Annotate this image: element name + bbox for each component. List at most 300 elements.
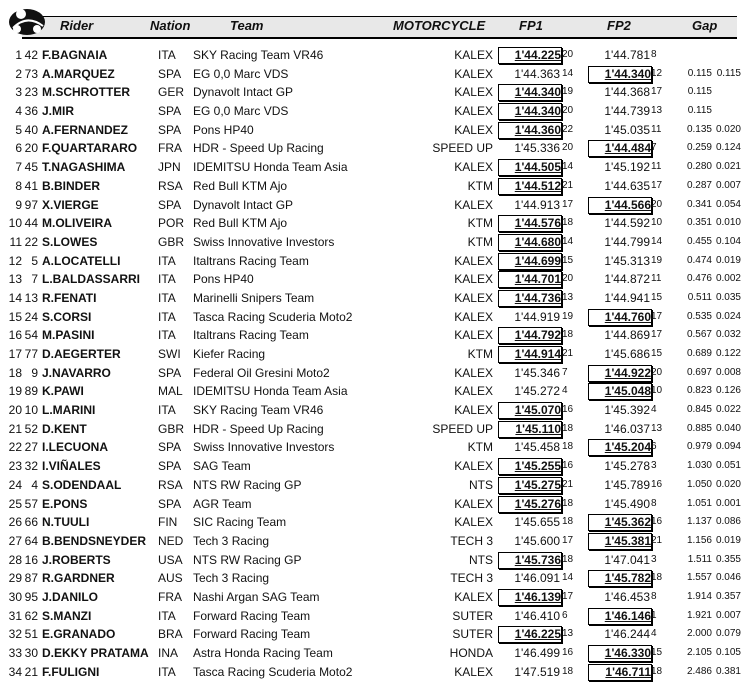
position-cell: 7 <box>15 160 22 175</box>
rider-number-cell: 4 <box>31 477 38 492</box>
team-cell: Italtrans Racing Team <box>193 253 309 268</box>
table-row <box>0 177 745 196</box>
team-cell: EG 0,0 Marc VDS <box>193 104 289 119</box>
rider-number-cell: 52 <box>24 421 38 436</box>
gap-first-cell: 0.567 <box>686 329 712 341</box>
nation-cell: ITA <box>158 253 176 268</box>
gap-first-cell: 0.341 <box>686 198 712 210</box>
motorbike-rider-logo-icon <box>5 4 49 36</box>
rider-name-cell: J.MIR <box>42 104 75 119</box>
position-cell: 5 <box>15 122 22 137</box>
table-row <box>0 345 745 364</box>
fp2-laps-cell: 13 <box>651 422 663 434</box>
table-row <box>0 308 745 327</box>
fp1-time-cell: 1'45.255 <box>498 458 562 475</box>
fp2-laps-cell: 17 <box>651 329 663 341</box>
motorcycle-cell: KALEX <box>454 197 493 212</box>
gap-first-cell: 0.823 <box>686 385 712 397</box>
fp1-laps-cell: 19 <box>562 310 574 322</box>
gap-previous-cell: 0.086 <box>715 516 741 528</box>
position-cell: 21 <box>8 421 22 436</box>
fp2-laps-cell: 15 <box>651 647 663 658</box>
fp2-laps-cell: 11 <box>651 123 662 135</box>
position-cell: 16 <box>8 328 22 343</box>
fp1-laps-cell: 16 <box>562 404 574 416</box>
gap-first-cell: 0.115 <box>687 105 712 117</box>
table-row <box>0 644 745 663</box>
rider-name-cell: M.SCHROTTER <box>42 85 130 100</box>
fp1-time-cell: 1'44.576 <box>498 215 562 232</box>
fp1-laps-cell: 18 <box>562 422 574 434</box>
rider-number-cell: 9 <box>31 365 38 380</box>
fp1-time-cell: 1'44.363 <box>514 66 560 81</box>
gap-previous-cell: 0.079 <box>715 628 741 640</box>
nation-cell: RSA <box>158 477 183 492</box>
fp1-time-cell: 1'45.275 <box>498 477 562 494</box>
gap-previous-cell: 0.051 <box>715 460 741 472</box>
nation-cell: POR <box>158 216 185 231</box>
rider-name-cell: F.FULIGNI <box>42 664 100 679</box>
rider-name-cell: D.AEGERTER <box>42 347 121 361</box>
fp1-laps-cell: 14 <box>562 161 574 173</box>
position-cell: 11 <box>9 234 22 249</box>
gap-first-cell: 0.259 <box>686 142 712 154</box>
fp2-time-cell: 1'45.278 <box>604 459 650 474</box>
table-row <box>0 83 745 102</box>
gap-first-cell: 0.280 <box>686 161 712 173</box>
nation-cell: ITA <box>158 664 176 679</box>
fp1-laps-cell: 21 <box>562 179 574 191</box>
table-row <box>0 139 745 158</box>
fp2-time-cell: 1'45.313 <box>604 253 650 268</box>
fp2-time-cell: 1'44.760 <box>588 309 652 326</box>
motorcycle-cell: KALEX <box>454 160 493 175</box>
fp2-time-cell: 1'45.686 <box>604 347 650 361</box>
fp1-time-cell: 1'44.512 <box>498 178 562 195</box>
gap-first-cell: 0.689 <box>686 348 712 359</box>
gap-previous-cell: 0.002 <box>715 273 741 285</box>
rider-number-cell: 77 <box>24 347 38 361</box>
gap-first-cell: 1.050 <box>686 478 712 490</box>
fp1-time-cell: 1'44.360 <box>498 122 562 139</box>
fp1-time-cell: 1'45.070 <box>498 402 562 419</box>
rider-number-cell: 64 <box>24 533 38 548</box>
rider-name-cell: S.LOWES <box>42 234 98 249</box>
team-cell: Nashi Argan SAG Team <box>193 589 320 604</box>
rider-number-cell: 87 <box>24 571 38 586</box>
fp1-laps-cell: 18 <box>562 516 574 528</box>
fp1-time-cell: 1'44.736 <box>498 290 562 307</box>
header-fp2: FP2 <box>607 18 631 33</box>
nation-cell: AUS <box>158 571 183 586</box>
position-cell: 20 <box>8 403 22 418</box>
gap-first-cell: 2.000 <box>686 628 712 640</box>
motorcycle-cell: KALEX <box>454 328 493 343</box>
fp2-time-cell: 1'44.869 <box>604 328 650 343</box>
fp1-laps-cell: 18 <box>562 441 574 453</box>
gap-first-cell: 1.156 <box>686 534 712 546</box>
fp1-laps-cell: 20 <box>562 273 574 285</box>
team-cell: Astra Honda Racing Team <box>193 646 333 660</box>
motorcycle-cell: KALEX <box>454 403 493 418</box>
motorcycle-cell: SPEED UP <box>432 141 493 156</box>
rider-number-cell: 54 <box>24 328 38 343</box>
rider-name-cell: F.QUARTARARO <box>42 141 138 156</box>
motorcycle-cell: SPEED UP <box>432 421 493 436</box>
rider-number-cell: 73 <box>24 66 38 81</box>
position-cell: 23 <box>8 459 22 474</box>
team-cell: Dynavolt Intact GP <box>193 197 294 212</box>
fp1-time-cell: 1'45.600 <box>514 533 560 548</box>
position-cell: 31 <box>8 608 22 623</box>
table-row <box>0 663 745 682</box>
fp2-laps-cell: 4 <box>651 404 657 416</box>
rider-name-cell: B.BENDSNEYDER <box>42 533 147 548</box>
gap-first-cell: 1.914 <box>686 590 712 602</box>
header-team: Team <box>230 18 264 33</box>
rider-name-cell: B.BINDER <box>42 178 101 193</box>
fp1-time-cell: 1'44.699 <box>498 253 562 270</box>
fp2-laps-cell: 8 <box>651 590 657 602</box>
rider-name-cell: J.ROBERTS <box>42 552 111 567</box>
position-cell: 29 <box>8 571 22 586</box>
rider-name-cell: N.TUULI <box>42 515 90 530</box>
gap-previous-cell: 0.001 <box>715 497 741 509</box>
rider-number-cell: 10 <box>24 403 38 418</box>
fp2-laps-cell: 16 <box>651 516 663 528</box>
rider-name-cell: D.KENT <box>42 421 87 436</box>
fp1-laps-cell: 14 <box>562 67 574 79</box>
rider-number-cell: 27 <box>24 440 38 455</box>
motorcycle-cell: SUTER <box>452 608 493 623</box>
fp2-time-cell: 1'46.244 <box>604 627 650 642</box>
gap-previous-cell: 0.007 <box>715 179 741 191</box>
fp2-laps-cell: 10 <box>651 385 663 397</box>
fp2-laps-cell: 12 <box>651 67 663 79</box>
position-cell: 34 <box>8 664 22 679</box>
rider-number-cell: 89 <box>24 384 38 399</box>
nation-cell: SPA <box>158 104 182 119</box>
fp1-laps-cell: 19 <box>562 86 574 98</box>
motorcycle-cell: KTM <box>467 440 493 455</box>
rider-name-cell: A.MARQUEZ <box>42 66 115 81</box>
gap-first-cell: 0.511 <box>687 291 712 303</box>
rider-name-cell: S.ODENDAAL <box>42 477 122 492</box>
fp2-laps-cell: 11 <box>651 273 662 285</box>
fp2-time-cell: 1'44.781 <box>604 48 650 62</box>
fp2-time-cell: 1'44.340 <box>588 66 652 83</box>
position-cell: 28 <box>8 552 22 567</box>
fp2-time-cell: 1'44.368 <box>604 85 650 100</box>
gap-previous-cell: 0.381 <box>715 665 741 677</box>
nation-cell: SPA <box>158 122 182 137</box>
fp2-laps-cell: 11 <box>651 161 662 173</box>
fp2-time-cell: 1'46.711 <box>588 664 652 681</box>
fp2-time-cell: 1'44.592 <box>604 216 650 231</box>
team-cell: HDR - Speed Up Racing <box>193 141 324 156</box>
fp1-laps-cell: 4 <box>562 385 568 397</box>
fp2-laps-cell: 8 <box>651 49 657 60</box>
position-cell: 32 <box>8 627 22 642</box>
rider-number-cell: 13 <box>24 290 38 305</box>
team-cell: HDR - Speed Up Racing <box>193 421 324 436</box>
nation-cell: RSA <box>158 178 183 193</box>
nation-cell: SPA <box>158 66 182 81</box>
fp1-time-cell: 1'46.091 <box>514 571 560 586</box>
nation-cell: NED <box>158 533 184 548</box>
motorcycle-cell: SUTER <box>452 627 493 642</box>
rider-name-cell: D.EKKY PRATAMA <box>42 646 149 660</box>
fp2-time-cell: 1'45.362 <box>588 514 652 531</box>
fp1-time-cell: 1'45.110 <box>498 421 562 438</box>
fp2-laps-cell: 7 <box>651 142 657 154</box>
fp1-laps-cell: 18 <box>562 497 574 509</box>
nation-cell: GER <box>158 85 185 100</box>
fp2-time-cell: 1'45.490 <box>604 496 650 511</box>
table-row <box>0 102 745 121</box>
motorcycle-cell: KTM <box>467 347 493 361</box>
team-cell: Tasca Racing Scuderia Moto2 <box>193 309 353 324</box>
nation-cell: ITA <box>158 272 176 287</box>
nation-cell: ITA <box>158 403 176 418</box>
team-cell: Pons HP40 <box>193 122 254 137</box>
rider-name-cell: S.CORSI <box>42 309 92 324</box>
gap-first-cell: 1.557 <box>686 572 712 584</box>
gap-previous-cell: 0.022 <box>715 404 741 416</box>
position-cell: 22 <box>8 440 22 455</box>
team-cell: Swiss Innovative Investors <box>193 440 335 455</box>
rider-number-cell: 44 <box>24 216 38 231</box>
motorcycle-cell: NTS <box>469 477 493 492</box>
fp1-time-cell: 1'45.655 <box>514 515 560 530</box>
fp2-time-cell: 1'45.048 <box>588 383 652 400</box>
rider-name-cell: A.LOCATELLI <box>42 253 121 268</box>
gap-first-cell: 0.455 <box>686 235 712 247</box>
team-cell: Italtrans Racing Team <box>193 328 309 343</box>
gap-previous-cell: 0.124 <box>715 142 741 154</box>
rider-name-cell: L.BALDASSARRI <box>42 272 140 287</box>
table-row <box>0 513 745 532</box>
header-rider: Rider <box>60 18 94 33</box>
table-row <box>0 476 745 495</box>
fp2-laps-cell: 4 <box>651 628 657 640</box>
fp2-laps-cell: 15 <box>651 348 663 359</box>
table-row <box>0 214 745 233</box>
fp2-laps-cell: 17 <box>651 310 663 322</box>
position-cell: 9 <box>15 197 22 212</box>
fp1-time-cell: 1'45.458 <box>514 440 560 455</box>
gap-previous-cell: 0.115 <box>716 67 741 79</box>
gap-previous-cell: 0.104 <box>715 235 741 247</box>
fp1-laps-cell: 17 <box>562 534 574 546</box>
team-cell: Tech 3 Racing <box>193 533 270 548</box>
motorcycle-cell: KTM <box>467 216 493 231</box>
rider-name-cell: R.GARDNER <box>42 571 115 586</box>
table-row <box>0 588 745 607</box>
position-cell: 17 <box>8 347 22 361</box>
position-cell: 14 <box>8 290 22 305</box>
fp1-time-cell: 1'46.410 <box>514 608 560 623</box>
gap-previous-cell: 0.126 <box>715 385 741 397</box>
fp2-time-cell: 1'45.381 <box>588 533 652 550</box>
fp1-laps-cell: 20 <box>562 105 574 117</box>
motorcycle-cell: HONDA <box>449 646 493 660</box>
table-row <box>0 233 745 252</box>
fp2-time-cell: 1'45.192 <box>604 160 650 175</box>
fp1-laps-cell: 13 <box>562 291 574 303</box>
fp1-time-cell: 1'45.336 <box>514 141 560 156</box>
gap-previous-cell: 0.010 <box>715 217 741 229</box>
rider-name-cell: K.PAWI <box>42 384 84 399</box>
nation-cell: ITA <box>158 309 176 324</box>
table-row <box>0 569 745 588</box>
position-cell: 24 <box>8 477 22 492</box>
rider-number-cell: 7 <box>31 272 38 287</box>
team-cell: NTS RW Racing GP <box>193 552 302 567</box>
team-cell: Dynavolt Intact GP <box>193 85 294 100</box>
nation-cell: ITA <box>158 290 176 305</box>
motorcycle-cell: KALEX <box>454 66 493 81</box>
gap-previous-cell: 0.357 <box>715 590 741 602</box>
fp2-laps-cell: 10 <box>651 217 663 229</box>
position-cell: 27 <box>8 533 22 548</box>
position-cell: 33 <box>8 646 22 660</box>
gap-previous-cell: 0.355 <box>715 553 741 565</box>
fp2-time-cell: 1'44.799 <box>604 234 650 249</box>
fp1-laps-cell: 21 <box>562 348 574 359</box>
fp1-laps-cell: 13 <box>562 628 574 640</box>
gap-first-cell: 0.115 <box>687 67 712 79</box>
table-row <box>0 532 745 551</box>
nation-cell: FRA <box>158 589 182 604</box>
motorcycle-cell: KTM <box>467 178 493 193</box>
fp1-laps-cell: 17 <box>562 590 574 602</box>
position-cell: 2 <box>15 66 22 81</box>
gap-first-cell: 2.486 <box>686 665 712 677</box>
rider-number-cell: 21 <box>24 664 38 679</box>
rider-number-cell: 32 <box>24 459 38 474</box>
fp1-time-cell: 1'45.272 <box>514 384 560 399</box>
rider-name-cell: I.VIÑALES <box>42 459 101 474</box>
table-row <box>0 438 745 457</box>
gap-first-cell: 0.697 <box>686 366 712 378</box>
table-row <box>0 326 745 345</box>
fp1-laps-cell: 20 <box>562 142 574 154</box>
header-gap: Gap <box>692 18 718 33</box>
rider-name-cell: J.DANILO <box>42 589 99 604</box>
fp2-time-cell: 1'44.941 <box>604 290 650 305</box>
nation-cell: BRA <box>158 627 183 642</box>
gap-previous-cell: 0.122 <box>715 348 741 359</box>
rider-number-cell: 16 <box>24 552 38 567</box>
gap-first-cell: 1.921 <box>686 609 712 621</box>
fp2-time-cell: 1'44.872 <box>604 272 650 287</box>
nation-cell: GBR <box>158 234 185 249</box>
fp2-time-cell: 1'44.484 <box>588 140 652 157</box>
nation-cell: SPA <box>158 197 182 212</box>
nation-cell: SWI <box>158 347 181 361</box>
gap-previous-cell: 0.035 <box>715 291 741 303</box>
motorcycle-cell: TECH 3 <box>450 533 493 548</box>
rider-name-cell: M.OLIVEIRA <box>42 216 113 231</box>
fp2-laps-cell: 1 <box>651 609 657 621</box>
nation-cell: SPA <box>158 496 182 511</box>
team-cell: Marinelli Snipers Team <box>193 290 315 305</box>
fp1-laps-cell: 18 <box>562 665 574 677</box>
fp1-laps-cell: 16 <box>562 460 574 472</box>
table-row <box>0 46 745 65</box>
nation-cell: SPA <box>158 365 182 380</box>
gap-previous-cell: 0.021 <box>715 161 741 173</box>
motorcycle-cell: NTS <box>469 552 493 567</box>
fp1-time-cell: 1'44.680 <box>498 234 562 251</box>
gap-first-cell: 2.105 <box>686 647 712 658</box>
gap-first-cell: 0.535 <box>686 310 712 322</box>
motorcycle-cell: KALEX <box>454 365 493 380</box>
motorcycle-cell: KALEX <box>454 459 493 474</box>
rider-name-cell: L.MARINI <box>42 403 96 418</box>
header-fp1: FP1 <box>519 18 543 33</box>
fp1-time-cell: 1'44.792 <box>498 327 562 344</box>
table-row <box>0 252 745 271</box>
gap-first-cell: 0.351 <box>686 217 712 229</box>
fp2-laps-cell: 21 <box>651 534 663 546</box>
fp2-time-cell: 1'45.204 <box>588 439 652 456</box>
gap-first-cell: 0.476 <box>686 273 712 285</box>
table-row <box>0 401 745 420</box>
position-cell: 13 <box>8 272 22 287</box>
rider-number-cell: 97 <box>24 197 38 212</box>
team-cell: Kiefer Racing <box>193 347 266 361</box>
fp2-time-cell: 1'44.739 <box>604 104 650 119</box>
team-cell: SKY Racing Team VR46 <box>193 403 324 418</box>
table-row <box>0 457 745 476</box>
gap-first-cell: 0.474 <box>686 254 712 266</box>
fp1-laps-cell: 16 <box>562 647 574 658</box>
fp2-laps-cell: 19 <box>651 254 663 266</box>
team-cell: SIC Racing Team <box>193 515 287 530</box>
gap-first-cell: 0.979 <box>686 441 712 453</box>
fp2-laps-cell: 6 <box>651 441 657 453</box>
team-cell: Forward Racing Team <box>193 608 311 623</box>
rider-number-cell: 57 <box>24 496 38 511</box>
motorcycle-cell: KALEX <box>454 290 493 305</box>
position-cell: 12 <box>8 253 22 268</box>
rider-number-cell: 22 <box>24 234 38 249</box>
fp2-laps-cell: 3 <box>651 460 657 472</box>
fp2-laps-cell: 20 <box>651 366 663 378</box>
gap-first-cell: 0.287 <box>686 179 712 191</box>
rider-number-cell: 24 <box>24 309 38 324</box>
fp2-time-cell: 1'44.922 <box>588 365 652 382</box>
gap-previous-cell: 0.094 <box>715 441 741 453</box>
motorcycle-cell: KALEX <box>454 85 493 100</box>
fp1-time-cell: 1'47.519 <box>514 664 560 679</box>
fp1-time-cell: 1'44.505 <box>498 159 562 176</box>
fp2-time-cell: 1'46.146 <box>588 608 652 625</box>
gap-previous-cell: 0.019 <box>715 534 741 546</box>
team-cell: IDEMITSU Honda Team Asia <box>193 384 348 399</box>
nation-cell: SPA <box>158 459 182 474</box>
team-cell: IDEMITSU Honda Team Asia <box>193 160 348 175</box>
table-row <box>0 65 745 84</box>
rider-name-cell: E.PONS <box>42 496 88 511</box>
motorcycle-cell: KALEX <box>454 104 493 119</box>
rider-number-cell: 5 <box>31 253 38 268</box>
rider-number-cell: 95 <box>24 589 38 604</box>
rider-name-cell: M.PASINI <box>42 328 95 343</box>
gap-first-cell: 1.511 <box>687 553 712 565</box>
